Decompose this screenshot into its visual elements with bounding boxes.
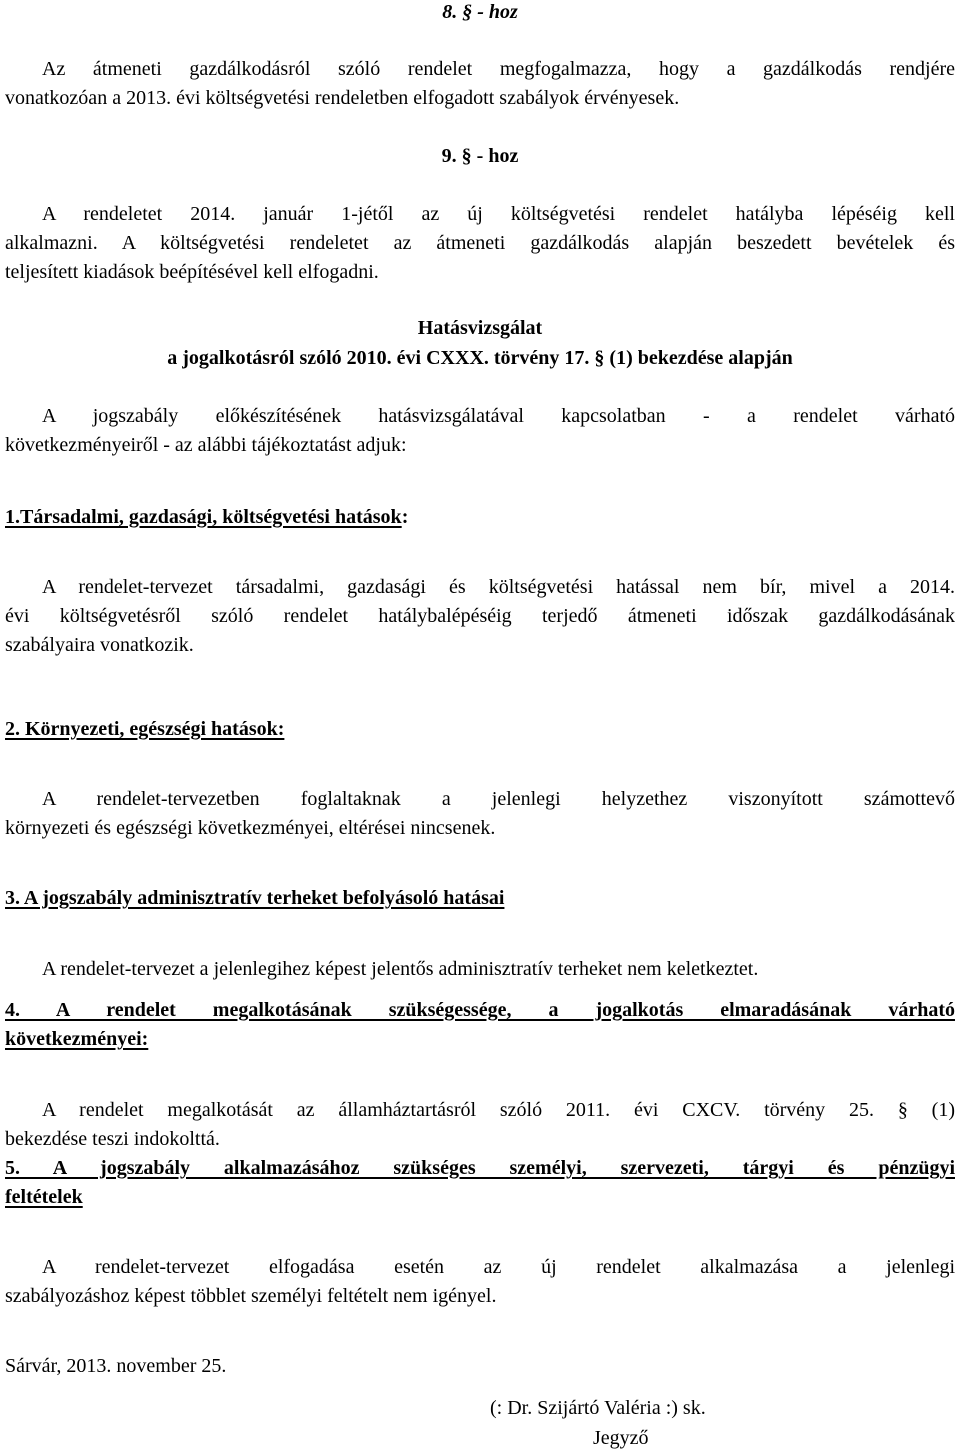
point-5-text-line: szabályozáshoz képest többlet személyi feltételt nem igényel. (5, 1285, 497, 1307)
point-2-heading-text: 2. Környezeti, egészségi hatások: (5, 718, 285, 740)
point-2-text-line: A rendelet-tervezetben foglaltaknak a jelenlegi helyzethez viszonyított számottevő (42, 788, 955, 810)
section-9-para-line: A rendeletet 2014. január 1-jétől az új költségvetési rendelet hatályba lépéséig kell (42, 203, 955, 225)
point-3-heading (5, 884, 955, 912)
point-4-heading-text: következményei: (5, 1028, 149, 1050)
point-1-heading-text: 1.Társadalmi, gazdasági, költségvetési hatások (5, 506, 402, 528)
signature: (: Dr. Szijártó Valéria :) sk. (490, 1397, 706, 1419)
point-1-heading-colon: : (401, 506, 409, 528)
impact-intro-line: A jogszabály előkészítésének hatásvizsgálatával kapcsolatban - a rendelet várható (42, 405, 955, 427)
section-9-heading: 9. § - hoz (441, 145, 519, 167)
section-9-para-line: alkalmazni. A költségvetési rendeletet az átmeneti gazdálkodás alapján beszedett bevételek és (5, 232, 955, 254)
point-1-heading (5, 503, 955, 531)
impact-subtitle: a jogalkotásról szóló 2010. évi CXXX. törvény 17. § (1) bekezdése alapján (167, 347, 793, 369)
point-1-text-line: A rendelet-tervezet társadalmi, gazdasági és költségvetési hatással nem bír, mivel a 2014. (42, 576, 955, 598)
section-8-para-line: Az átmeneti gazdálkodásról szóló rendelet megfogalmazza, hogy a gazdálkodás rendjére (42, 58, 955, 80)
point-1-text-line: évi költségvetésről szóló rendelet hatálybalépéséig terjedő átmeneti időszak gazdálkodásának (5, 605, 955, 627)
point-3-text: A rendelet-tervezet a jelenlegihez képest jelentős adminisztratív terheket nem keletkeztet. (42, 958, 759, 980)
point-2-text-line: környezeti és egészségi következményei, eltérései nincsenek. (5, 817, 496, 839)
section-9-para-line: teljesített kiadások beépítésével kell elfogadni. (5, 261, 379, 283)
point-1-text-line: szabályaira vonatkozik. (5, 634, 194, 656)
place-date: Sárvár, 2013. november 25. (5, 1355, 227, 1377)
impact-intro-line: következményeiről - az alábbi tájékoztatást adjuk: (5, 434, 407, 456)
point-5-heading-text: feltételek (5, 1186, 83, 1208)
impact-title: Hatásvizsgálat (417, 317, 543, 339)
point-2-heading (5, 715, 955, 743)
point-4-text-line: A rendelet megalkotását az államháztartásról szóló 2011. évi CXCV. törvény 25. § (1) (42, 1099, 955, 1121)
section-8-heading: 8. § - hoz (442, 1, 518, 23)
point-5-heading-line: 5. A jogszabály alkalmazásához szükséges személyi, szervezeti, tárgyi és pénzügyi (5, 1157, 955, 1179)
point-4-heading-line (5, 1025, 955, 1053)
signatory-role: Jegyző (593, 1427, 649, 1449)
point-5-text-line: A rendelet-tervezet elfogadása esetén az új rendelet alkalmazása a jelenlegi (42, 1256, 955, 1278)
point-3-heading-text: 3. A jogszabály adminisztratív terheket befolyásoló hatásai (5, 887, 505, 909)
point-4-heading-line: 4. A rendelet megalkotásának szükségessége, a jogalkotás elmaradásának várható (5, 999, 955, 1021)
point-5-heading-line (5, 1183, 955, 1211)
point-4-text-line: bekezdése teszi indokolttá. (5, 1128, 220, 1150)
section-8-para-line: vonatkozóan a 2013. évi költségvetési rendeletben elfogadott szabályok érvényesek. (5, 87, 680, 109)
